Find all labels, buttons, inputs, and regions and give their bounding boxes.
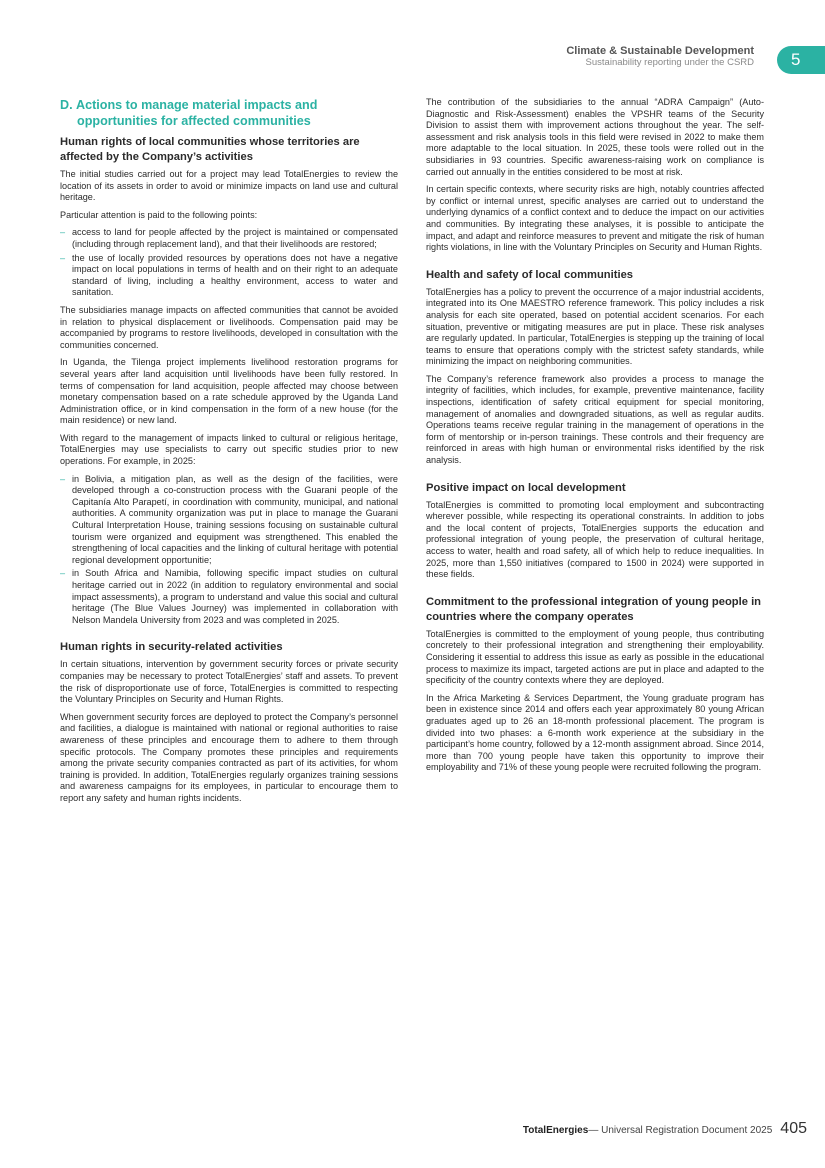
bullet-list xyxy=(60,474,398,627)
paragraph: Particular attention is paid to the following points: xyxy=(60,209,258,220)
paragraph: The initial studies carried out for a project may lead TotalEnergies to review the location of its assets in order to avoid or minimize impacts on land use and cultural heritage. xyxy=(60,169,398,203)
heading-security: Human rights in security-related activities xyxy=(60,641,283,654)
header-title: Climate & Sustainable Development xyxy=(566,45,754,57)
list-item: – in South Africa and Namibia, following specific impact studies on cultural heritage carried out in 2022 (in addition to regulatory environmental and social impact assessments), a program to understand and value this social and cultural heritage (The Blue Values Journey) was implemented in collaboration with Nelson Mandela University from 2023 and was completed in 2025. xyxy=(60,568,398,626)
paragraph: In certain situations, intervention by government security forces or private security companies may be necessary to protect TotalEnergies’ staff and assets. To prevent the risk of disproportionate use of force, TotalEnergies is committed to respecting the Voluntary Principles on Security and Human Rights. xyxy=(60,659,398,705)
section-title xyxy=(60,97,398,129)
heading-human-rights-local: Human rights of local communities whose territories are affected by the Company’s activities xyxy=(60,136,360,163)
section-title-line2: opportunities for affected communities xyxy=(77,114,311,128)
paragraph: TotalEnergies is committed to promoting local employment and subcontracting wherever possible, while respecting its operational constraints. In addition to jobs and the local content of projects, TotalEnergies supports the education and professional integration of young people, the preservation of cultural heritage, access to water, health and road safety, all of which help to reduce inequalities. In 2025, more than 1,550 initiatives (compared to 1500 in 2024) were supported in these fields. xyxy=(426,499,764,580)
section-letter: D. xyxy=(60,98,73,112)
list-item: – access to land for people affected by the project is maintained or compensated (including through replacement land), and that their livelihoods are restored; xyxy=(60,227,398,250)
list-item: – the use of locally provided resources by operations does not have a negative impact on local populations in terms of health and on their right to an adequate standard of living, including a healthy environment, access to water and sanitation. xyxy=(60,253,398,299)
header-subtitle: Sustainability reporting under the CSRD xyxy=(585,57,754,68)
heading-young-people: Commitment to the professional integration of young people in countries where the company operates xyxy=(426,595,762,623)
page-footer xyxy=(523,1120,807,1138)
paragraph: In the Africa Marketing & Services Department, the Young graduate program has been in existence since 2014 and offers each year approximately 80 young African graduates aged up to 26 an 18-month professional placement. The program is divided into two phases: a 6-month work experience at the subsidiary in the participant’s home country, followed by a 12-month assignment abroad. Since 2014, more than 700 young people have taken this opportunity to improve their employability and 71% of these young people were recruited following the program. xyxy=(426,692,764,773)
section-title-line1: Actions to manage material impacts and xyxy=(76,98,318,112)
paragraph: With regard to the management of impacts linked to cultural or religious heritage, TotalEnergies may use specialists to carry out specific studies prior to new operations. For example, in 2025: xyxy=(60,432,398,467)
paragraph: In Uganda, the Tilenga project implements livelihood restoration programs for several years after land acquisition until livelihoods have been fully restored. In terms of compensation for land acquisition, people affected may choose between monetary compensation based on a rate schedule approved by the Uganda Land Administration office, or in kind compensation in the form of a new house (for the main residence) or new land. xyxy=(60,357,398,426)
paragraph: When government security forces are deployed to protect the Company’s personnel and facilities, a dialogue is maintained with national or regional authorities to raise awareness of these principles and encourage them to adhere to them through specific protocols. The Company promotes these principles and requirements among the private security companies contracted as part of its activities, for whom training is provided. In addition, TotalEnergies regularly organizes training sessions and awareness campaigns for its employees, in particular to encourage them to report any safety and human rights incidents. xyxy=(60,711,398,803)
paragraph: The contribution of the subsidiaries to the annual “ADRA Campaign” (Auto-Diagnostic and Risk-Assessment) enables the VPSHR teams of the Security Division to assist them with improvement actions throughout the year. The self-assessment and risk analysis tools in this field were revised in 2022 to make them more adaptable to the local situation. In 2025, these tools were rolled out in the subsidiaries in 93 countries. Specific awareness-raising work on compliance is carried out annually in the entities considered to be most at risk. xyxy=(426,97,764,177)
paragraph: TotalEnergies is committed to the employment of young people, thus contributing concretely to their professional integration and strengthening their employability. Considering it essential to address this issue as early as possible in the educational process to maximize its impact, targeted actions are put in place and adapted to the specificity of the country contexts where they are deployed. xyxy=(426,628,764,686)
paragraph: The Company’s reference framework also provides a process to manage the integrity of facilities, which includes, for example, preventive maintenance, facility inspections, identification of safety critical equipment for special monitoring, management of anomalies and downgraded situations, as well as regular audits. Operations teams receive regular training in the management of operations in the form of mentorship or in-person trainings. These controls and their frequency are reinforced in areas with high human or environmental risks identified by the risk analysis. xyxy=(426,373,764,466)
chapter-tab: 5 xyxy=(777,46,825,74)
footer-brand: TotalEnergies xyxy=(522,1125,589,1136)
page-number: 405 xyxy=(780,1120,807,1137)
bullet-list xyxy=(60,227,398,299)
list-item: – in Bolivia, a mitigation plan, as well as the design of the facilities, were developed through a co-construction process with the Guarani people of the Capitanía Alto Parapetí, in coordination with community, municipal, and national authorities. A community organization was put in place to manage the Guarani Cultural Interpretation House, training sessions focusing on sustainable cultural tourism were organized and equipment was strengthened. This enabled the strengthening of local capacities and the linking of cultural heritage with potential regional development opportunitie; xyxy=(60,474,398,567)
heading-local-development: Positive impact on local development xyxy=(426,481,626,494)
paragraph: In certain specific contexts, where security risks are high, notably countries affected by conflict or internal unrest, specific analyses are carried out to understand the underlying dynamics of a conflict context and to deduce the impact on our activities and communities. By integrating these analyses, it is possible to anticipate the impact, and adapt and reinforce measures to prevent and mitigate the risk of human rights violations, in line with the Voluntary Principles on Security and Human Rights. xyxy=(426,184,764,253)
paragraph: The subsidiaries manage impacts on affected communities that cannot be avoided in relation to physical displacement or livelihoods. Compensation paid may be accompanied by programs to restore livelihoods, developed in consultation with the communities concerned. xyxy=(60,304,398,350)
heading-health-safety: Health and safety of local communities xyxy=(426,268,634,281)
left-column xyxy=(60,97,398,811)
footer-document: — Universal Registration Document 2025 xyxy=(588,1125,773,1136)
right-column xyxy=(426,97,764,780)
paragraph: TotalEnergies has a policy to prevent the occurrence of a major industrial accidents, integrated into its One MAESTRO reference framework. This policy includes a risk analysis for each site operated, based on potential accident scenarios. For each situation, preventive or mitigating measures are put in place. These risk analyses are regularly updated. In particular, TotalEnergies is stepping up the training of local teams to ensure that operations comply with the strictest safety standards, while minimizing the impact on neighboring communities. xyxy=(426,286,764,367)
